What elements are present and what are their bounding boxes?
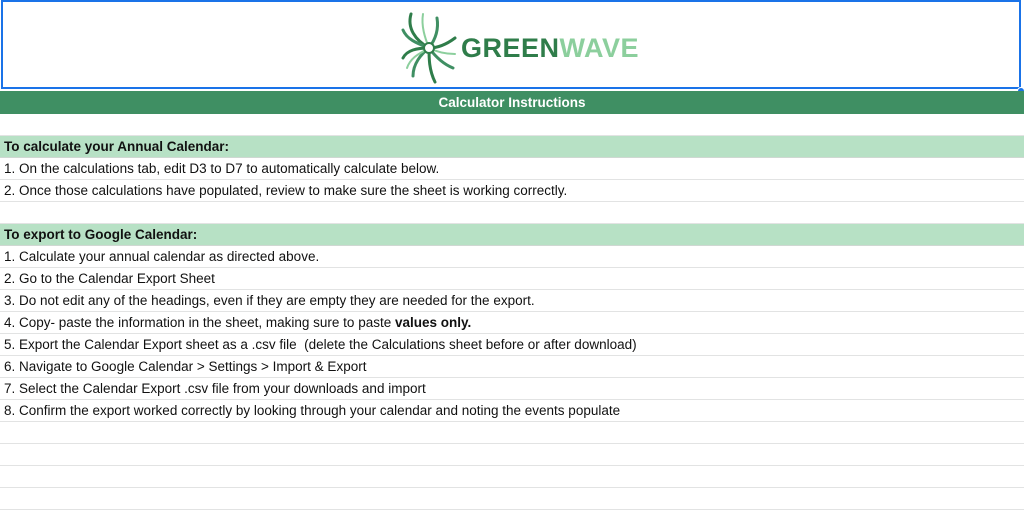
logo-wordmark	[461, 33, 639, 64]
export-step-3[interactable]: 3. Do not edit any of the headings, even if they are empty they are needed for the export.	[0, 290, 1024, 312]
export-step-4-text: 4. Copy- paste the information in the sheet, making sure to paste	[4, 315, 395, 330]
logo-word-green: GREEN	[461, 32, 560, 63]
empty-row[interactable]	[0, 202, 1024, 224]
logo-cell[interactable]	[1, 0, 1021, 89]
export-step-5[interactable]: 5. Export the Calendar Export sheet as a .csv file (delete the Calculations sheet before or after download)	[0, 334, 1024, 356]
export-step-4-bold: values only.	[394, 315, 472, 330]
empty-row[interactable]	[0, 422, 1024, 444]
empty-row[interactable]	[0, 466, 1024, 488]
export-step-2[interactable]: 2. Go to the Calendar Export Sheet	[0, 268, 1024, 290]
export-step-7[interactable]: 7. Select the Calendar Export .csv file from your downloads and import	[0, 378, 1024, 400]
export-step-4[interactable]	[0, 312, 1024, 334]
export-step-8[interactable]: 8. Confirm the export worked correctly by looking through your calendar and noting the events populate	[0, 400, 1024, 422]
annual-step-2[interactable]: 2. Once those calculations have populated, review to make sure the sheet is working correctly.	[0, 180, 1024, 202]
greenwave-logo	[401, 10, 639, 86]
export-step-1[interactable]: 1. Calculate your annual calendar as directed above.	[0, 246, 1024, 268]
export-step-6[interactable]: 6. Navigate to Google Calendar > Settings > Import & Export	[0, 356, 1024, 378]
annual-calendar-heading[interactable]: To calculate your Annual Calendar:	[0, 136, 1024, 158]
empty-row[interactable]	[0, 444, 1024, 466]
export-calendar-heading[interactable]: To export to Google Calendar:	[0, 224, 1024, 246]
calculator-instructions-title[interactable]: Calculator Instructions	[0, 91, 1024, 114]
empty-row[interactable]	[0, 488, 1024, 510]
empty-row[interactable]	[0, 114, 1024, 136]
instruction-rows	[0, 114, 1024, 510]
logo-word-wave: WAVE	[559, 32, 640, 63]
annual-step-1[interactable]: 1. On the calculations tab, edit D3 to D7 to automatically calculate below.	[0, 158, 1024, 180]
spiral-wave-icon	[401, 10, 457, 86]
